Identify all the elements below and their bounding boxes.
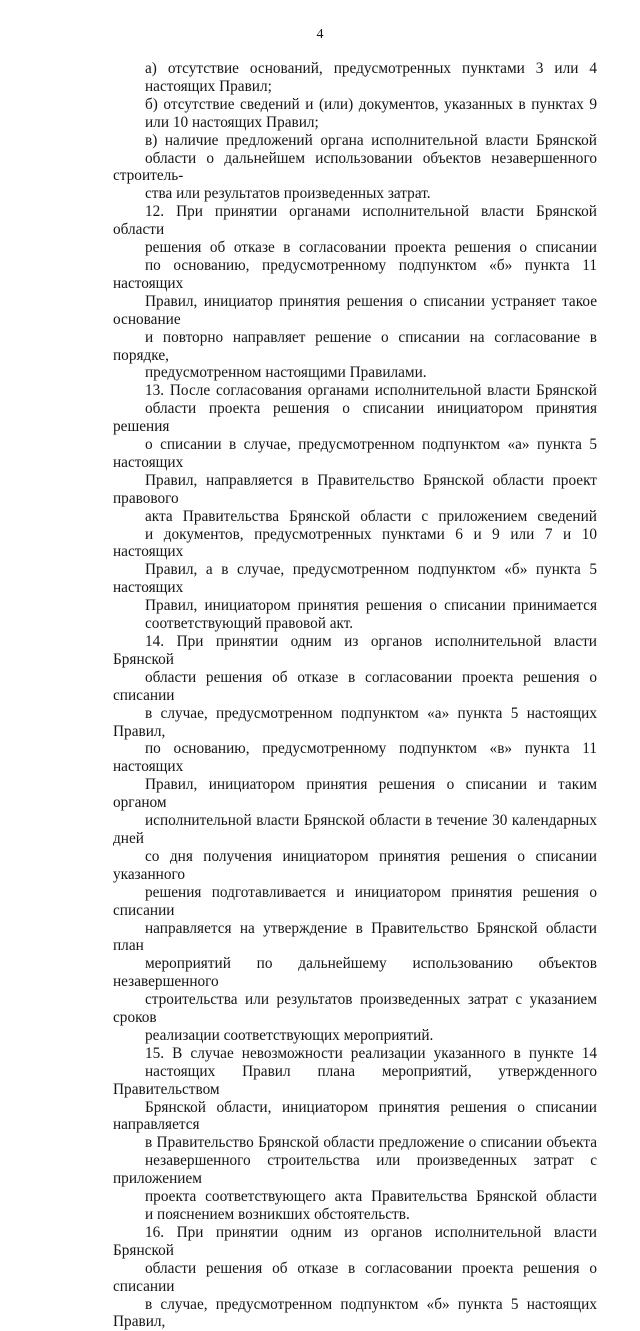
- text-line: в случае, предусмотренном подпунктом «а» пункта 5 настоящих Правил,: [113, 704, 597, 740]
- document-body: [113, 60, 597, 1331]
- text-line: ства или результатов произведенных затрат.: [145, 185, 431, 203]
- text-line: в Правительство Брянской области предложение о списании объекта: [145, 1134, 597, 1152]
- text-line: 12. При принятии органами исполнительной власти Брянской области: [113, 203, 597, 239]
- text-line: о списании в случае, предусмотренном подпунктом «а» пункта 5 настоящих: [113, 436, 597, 471]
- text-line: незавершенного строительства или произведенных затрат с приложением: [113, 1152, 597, 1188]
- text-line: исполнительной власти Брянской области в течение 30 календарных дней: [113, 812, 597, 847]
- text-line: в случае, предусмотренном подпунктом «б» пункта 5 настоящих Правил,: [113, 1295, 597, 1331]
- text-line: по основанию, предусмотренному подпунктом «в» пункта 11 настоящих: [113, 740, 597, 776]
- text-line: Правил, направляется в Правительство Брянской области проект правового: [113, 471, 597, 507]
- text-line: 16. При принятии одним из органов исполнительной власти Брянской: [113, 1223, 597, 1259]
- text-line: Правил, а в случае, предусмотренном подпунктом «б» пункта 5 настоящих: [113, 561, 597, 597]
- text-line: 13. После согласования органами исполнительной власти Брянской: [145, 382, 597, 400]
- text-line: 15. В случае невозможности реализации указанного в пункте 14: [145, 1044, 597, 1062]
- text-line: реализации соответствующих мероприятий.: [145, 1026, 434, 1044]
- page-number: 4: [316, 27, 324, 42]
- paragraph: [113, 382, 597, 633]
- text-line: решения подготавливается и инициатором принятия решения о списании: [113, 883, 597, 919]
- text-line: и документов, предусмотренных пунктами 6 и 9 или 7 и 10 настоящих: [113, 525, 597, 561]
- text-line: Правил, инициатором принятия решения о списании и таким органом: [113, 776, 597, 812]
- text-line: или 10 настоящих Правил;: [145, 113, 319, 131]
- text-line: направляется на утверждение в Правительство Брянской области план: [113, 919, 597, 955]
- text-line: области проекта решения о списании инициатором принятия решения: [113, 400, 597, 436]
- paragraph: [113, 96, 597, 132]
- text-line: соответствующий правовой акт.: [145, 615, 354, 633]
- text-line: 14. При принятии одним из органов исполнительной власти Брянской: [113, 633, 597, 668]
- text-line: проекта соответствующего акта Правительства Брянской области: [145, 1188, 597, 1206]
- text-line: а) отсутствие оснований, предусмотренных пунктами 3 или 4: [145, 60, 597, 77]
- paragraph: [113, 60, 597, 96]
- text-line: и пояснением возникших обстоятельств.: [145, 1206, 410, 1223]
- text-line: области о дальнейшем использовании объектов незавершенного строитель-: [113, 149, 597, 185]
- text-line: по основанию, предусмотренному подпунктом «б» пункта 11 настоящих: [113, 256, 597, 292]
- text-line: области решения об отказе в согласовании проекта решения о списании: [113, 1259, 597, 1295]
- text-line: решения об отказе в согласовании проекта решения о списании: [145, 239, 597, 257]
- text-line: строительства или результатов произведенных затрат с указанием сроков: [113, 991, 597, 1027]
- paragraph: [113, 633, 597, 1045]
- text-line: настоящих Правил;: [145, 77, 272, 95]
- text-line: и повторно направляет решение о списании на согласование в порядке,: [113, 328, 597, 364]
- text-line: мероприятий по дальнейшему использованию объектов незавершенного: [113, 955, 597, 991]
- text-line: области решения об отказе в согласовании проекта решения о списании: [113, 668, 597, 704]
- text-line: Брянской области, инициатором принятия решения о списании направляется: [113, 1098, 597, 1134]
- paragraph: [113, 1224, 597, 1331]
- text-line: б) отсутствие сведений и (или) документов, указанных в пунктах 9: [145, 95, 597, 113]
- text-line: в) наличие предложений органа исполнительной власти Брянской: [145, 131, 597, 149]
- paragraph: [113, 132, 597, 204]
- text-line: со дня получения инициатором принятия решения о списании указанного: [113, 847, 597, 883]
- text-line: акта Правительства Брянской области с приложением сведений: [145, 507, 597, 525]
- text-line: настоящих Правил плана мероприятий, утвержденного Правительством: [113, 1062, 597, 1098]
- text-line: предусмотренном настоящими Правилами.: [145, 364, 427, 382]
- text-line: Правил, инициатор принятия решения о списании устраняет такое основание: [113, 292, 597, 328]
- paragraph: [113, 203, 597, 382]
- text-line: Правил, инициатором принятия решения о списании принимается: [145, 597, 597, 615]
- paragraph: [113, 1045, 597, 1224]
